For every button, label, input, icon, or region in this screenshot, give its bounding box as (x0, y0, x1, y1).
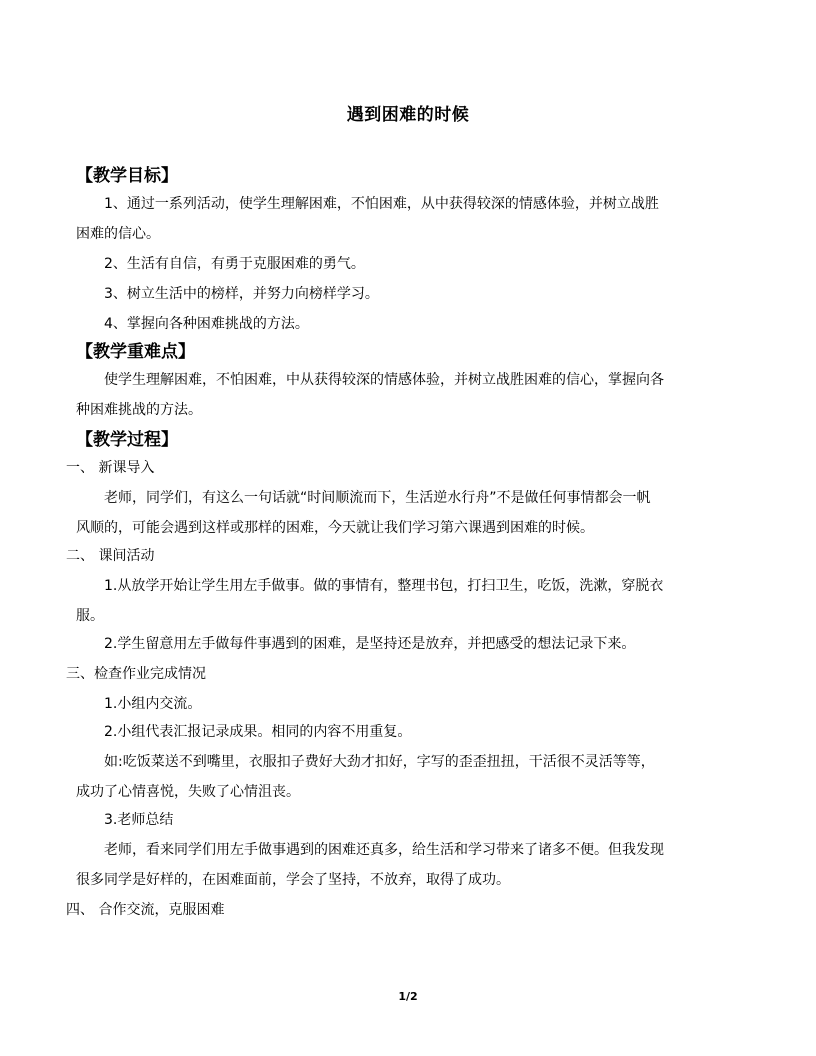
heading-process: 【教学过程】 (76, 430, 178, 450)
page-number: 1/2 (398, 990, 418, 1003)
paragraph-line: 1.小组内交流。 (104, 696, 202, 712)
section-title: 三、检查作业完成情况 (66, 666, 206, 682)
paragraph-line: 2.小组代表汇报记录成果。相同的内容不用重复。 (104, 724, 412, 740)
paragraph-line: 2.学生留意用左手做每件事遇到的困难，是坚持还是放弃，并把感受的想法记录下来。 (104, 636, 636, 652)
paragraph-line: 成功了心情喜悦，失败了心情沮丧。 (76, 784, 300, 800)
paragraph-line: 老师，看来同学们用左手做事遇到的困难还真多，给生活和学习带来了诸多不便。但我发现 (104, 842, 664, 858)
goal-line: 1、通过一系列活动，使学生理解困难，不怕困难，从中获得较深的情感体验，并树立战胜 (104, 196, 659, 212)
paragraph-line: 老师，同学们，有这么一句话就“时间顺流而下，生活逆水行舟”不是做任何事情都会一帆 (104, 490, 651, 506)
paragraph-line: 1.从放学开始让学生用左手做事。做的事情有，整理书包，打扫卫生，吃饭，洗漱，穿脱衣 (104, 578, 664, 594)
paragraph-line: 风顺的，可能会遇到这样或那样的困难，今天就让我们学习第六课遇到困难的时候。 (76, 520, 594, 536)
heading-goals: 【教学目标】 (76, 166, 178, 186)
goal-line: 4、掌握向各种困难挑战的方法。 (104, 316, 309, 332)
section-title: 一、 新课导入 (66, 460, 155, 476)
page-title: 遇到困难的时候 (346, 105, 470, 125)
goal-line: 2、生活有自信，有勇于克服困难的勇气。 (104, 256, 365, 272)
paragraph-line: 服。 (76, 608, 104, 624)
key-point-line: 种困难挑战的方法。 (76, 402, 202, 418)
paragraph-line: 如:吃饭菜送不到嘴里，衣服扣子费好大劲才扣好，字写的歪歪扭扭，干活很不灵活等等， (104, 754, 655, 770)
section-title: 四、 合作交流，克服困难 (66, 902, 225, 918)
heading-key-points: 【教学重难点】 (76, 342, 195, 362)
section-title: 二、 课间活动 (66, 548, 155, 564)
key-point-line: 使学生理解困难，不怕困难，中从获得较深的情感体验，并树立战胜困难的信心，掌握向各 (104, 372, 664, 388)
paragraph-line: 3.老师总结 (104, 812, 174, 828)
goal-line: 3、树立生活中的榜样，并努力向榜样学习。 (104, 286, 379, 302)
goal-line: 困难的信心。 (76, 226, 160, 242)
paragraph-line: 很多同学是好样的，在困难面前，学会了坚持，不放弃，取得了成功。 (76, 872, 510, 888)
